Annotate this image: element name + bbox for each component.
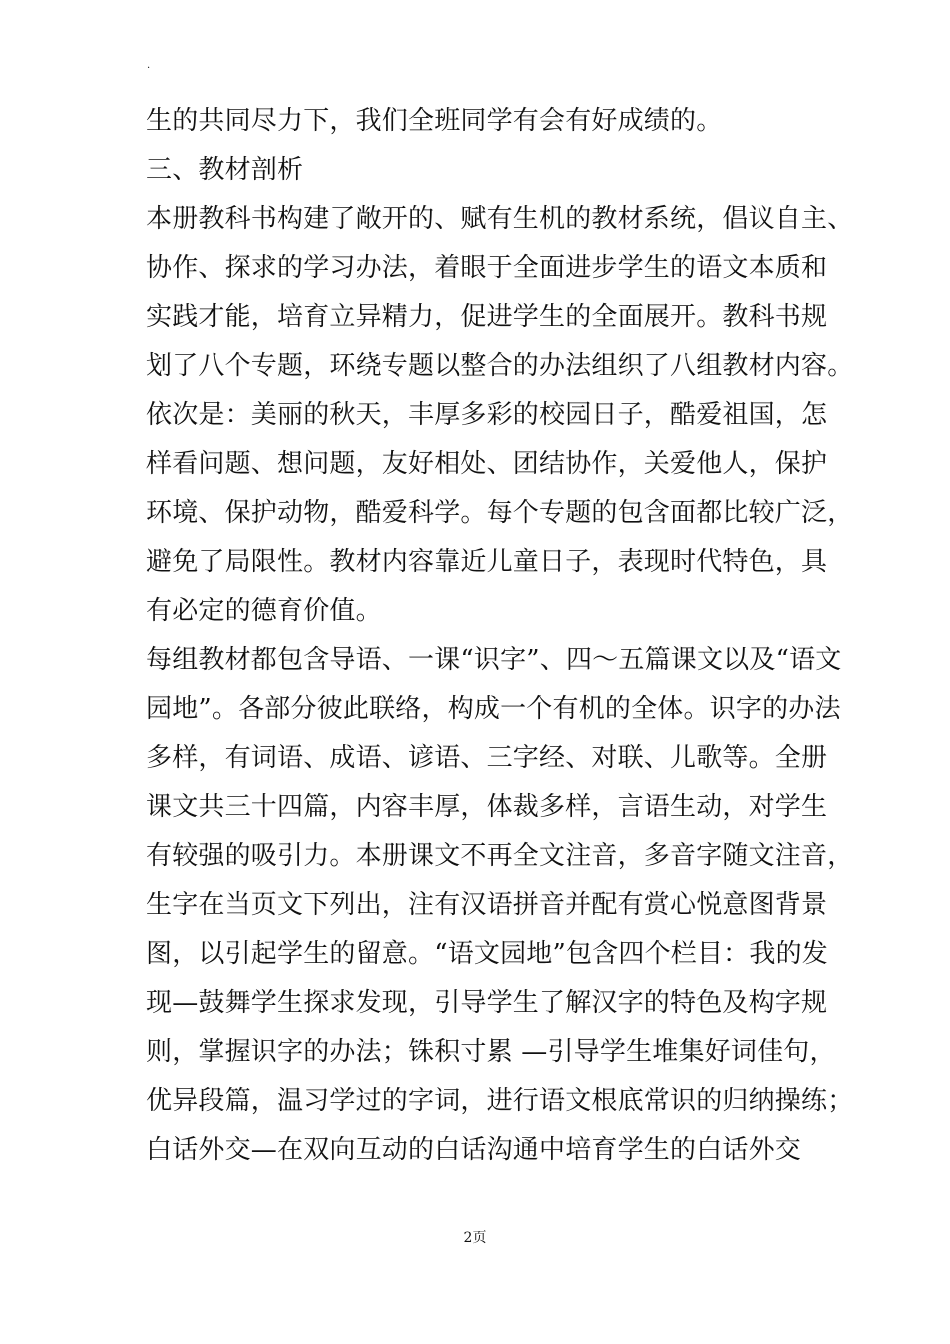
text-line: 每组教材都包含导语、一课“识字”、四～五篇课文以及“语文: [146, 645, 842, 675]
text-line: 有必定的德育价值。: [146, 596, 382, 626]
section-heading: 三、教材剖析: [146, 155, 304, 185]
text-line: 划了八个专题，环绕专题以整合的办法组织了八组教材内容。: [146, 351, 854, 381]
text-line: 依次是：美丽的秋天，丰厚多彩的校园日子，酷爱祖国，怎: [146, 400, 828, 430]
text-line: 生的共同尽力下，我们全班同学有会有好成绩的。: [146, 106, 723, 136]
text-line: 生字在当页文下列出，注有汉语拼音并配有赏心悦意图背景: [146, 890, 828, 920]
header-dot: .: [147, 60, 151, 71]
text-line: 协作、探求的学习办法，着眼于全面进步学生的语文本质和: [146, 253, 828, 283]
text-line: 避免了局限性。教材内容靠近儿童日子，表现时代特色，具: [146, 547, 828, 577]
text-line: 课文共三十四篇，内容丰厚，体裁多样，言语生动，对学生: [146, 792, 828, 822]
text-line: 有较强的吸引力。本册课文不再全文注音，多音字随文注音，: [146, 841, 854, 871]
text-line: 则，掌握识字的办法；铢积寸累 —引导学生堆集好词佳句，: [146, 1037, 836, 1067]
text-line: 样看问题、想问题，友好相处、团结协作，关爱他人，保护: [146, 449, 828, 479]
text-line: 图，以引起学生的留意。“语文园地”包含四个栏目：我的发: [146, 939, 828, 969]
body-text: [146, 97, 854, 1175]
text-line: 本册教科书构建了敞开的、赋有生机的教材系统，倡议自主、: [146, 204, 854, 234]
page-number: 2页: [463, 1230, 487, 1246]
text-line: 现—鼓舞学生探求发现，引导学生了解汉字的特色及构字规: [146, 988, 828, 1018]
text-line: 优异段篇，温习学过的字词，进行语文根底常识的归纳操练；: [146, 1086, 854, 1116]
text-line: 实践才能，培育立异精力，促进学生的全面展开。教科书规: [146, 302, 828, 332]
text-line: 环境、保护动物，酷爱科学。每个专题的包含面都比较广泛，: [146, 498, 854, 528]
text-line: 多样，有词语、成语、谚语、三字经、对联、儿歌等。全册: [146, 743, 828, 773]
text-line: 白话外交—在双向互动的白话沟通中培育学生的白话外交: [146, 1135, 802, 1165]
text-line: 园地”。各部分彼此联络，构成一个有机的全体。识字的办法: [146, 694, 841, 724]
